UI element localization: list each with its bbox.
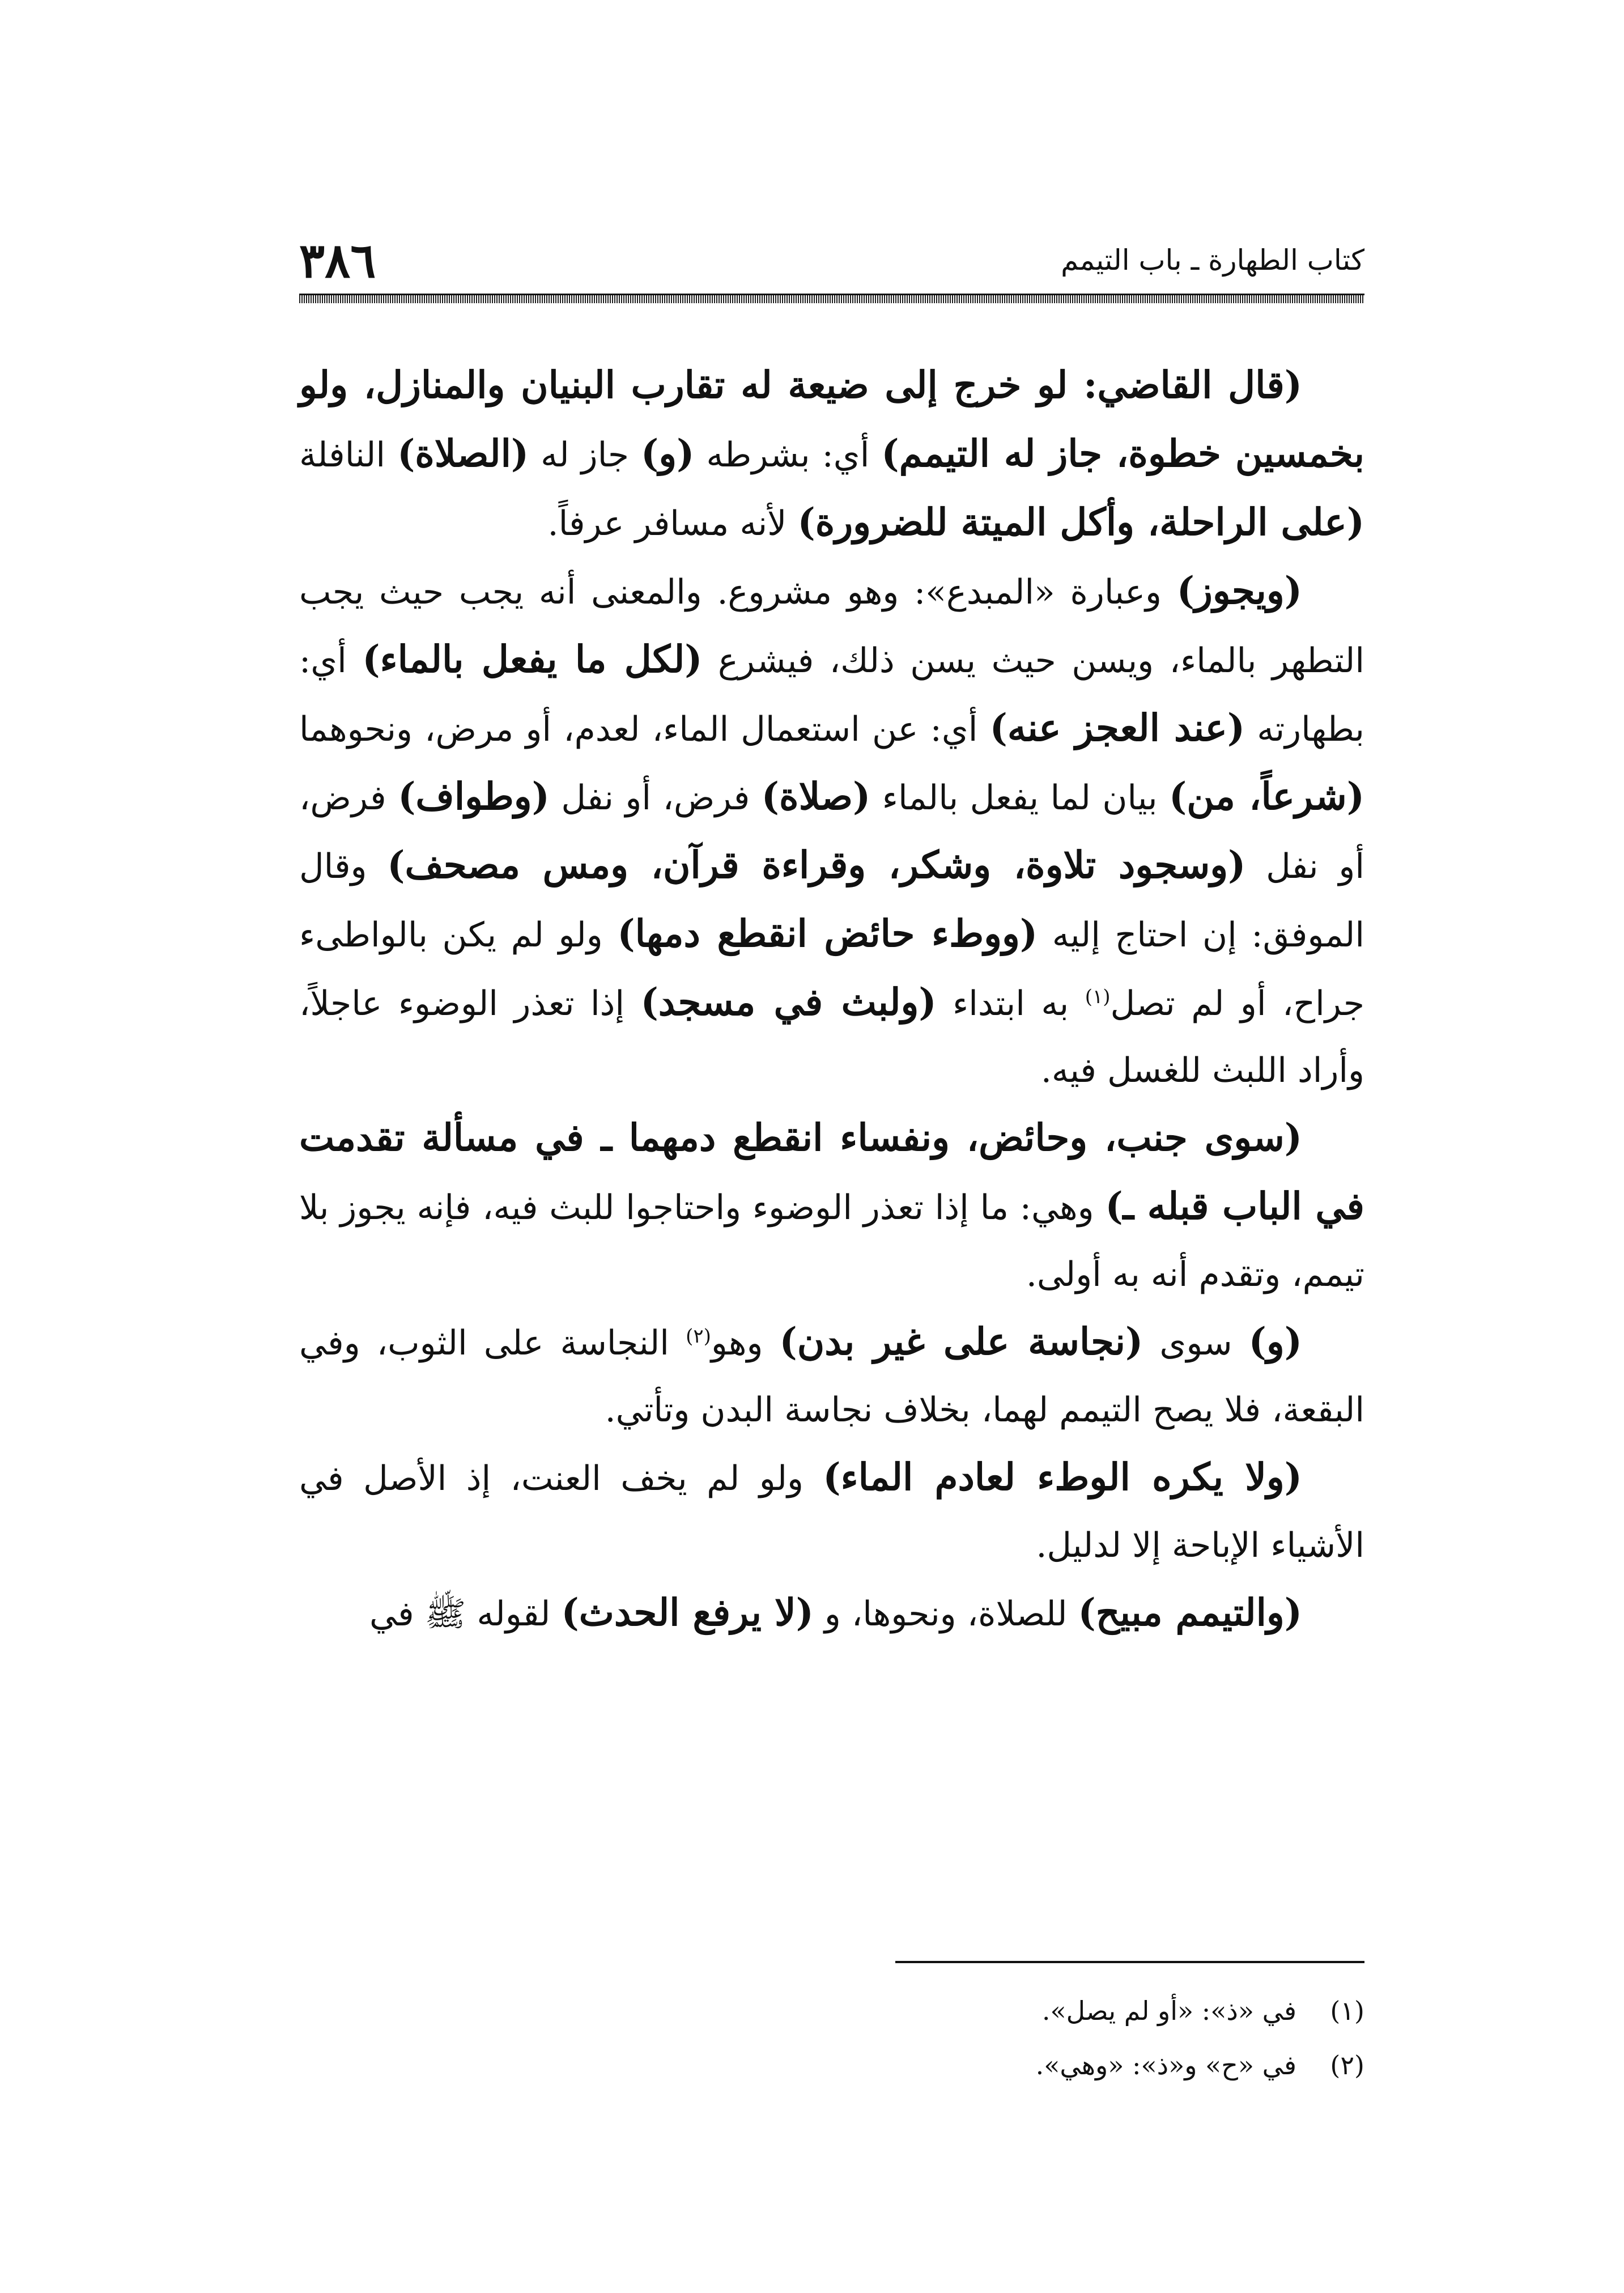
matn-text: (قال القاضي: لو خرج إلى ضيعة له تقارب البنيان والمنازل، ولو بخمسين خطوة، جاز له التيمم) (299, 363, 1364, 475)
paragraph (299, 1104, 1364, 1308)
matn-text: (وسجود تلاوة، وشكر، وقراءة قرآن، ومس مصحف) (387, 843, 1246, 887)
matn-text: (و) (1248, 1319, 1302, 1364)
matn-text: (و) (640, 431, 695, 475)
footnote-marker: (١) (1085, 986, 1111, 1008)
footnote-text: في «ذ»: «أو لم يصل». (1041, 1995, 1296, 2026)
sharh-text: النجاسة على الثوب، وفي البقعة، فلا يصح التيمم لهما، بخلاف نجاسة البدن وتأتي. (299, 1323, 1364, 1430)
page-header (299, 232, 1364, 289)
matn-text: (على الراحلة، وأكل الميتة للضرورة) (797, 500, 1364, 544)
sharh-text: أي: عن استعمال الماء، لعدم، أو مرض، ونحوهما (299, 710, 990, 749)
sharh-text: أي: بشرطه (694, 435, 882, 475)
sharh-text: لقوله ﷺ في (369, 1594, 562, 1634)
matn-text: (ولا يكره الوطء لعادم الماء) (823, 1455, 1302, 1499)
footnote-number: (١) (1330, 1995, 1364, 2026)
matn-text: (عند العجز عنه) (989, 706, 1245, 750)
sharh-text: فرض، أو نفل (549, 778, 762, 818)
sharh-text: به ابتداء (936, 984, 1085, 1024)
paragraph (299, 1579, 1364, 1647)
paragraph (299, 557, 1364, 1104)
matn-text: (الصلاة) (397, 431, 529, 475)
footnotes (299, 1984, 1364, 2092)
sharh-text: جاز له (529, 435, 641, 475)
matn-text: (شرعاً، من) (1169, 774, 1364, 818)
footnote-marker: (٢) (686, 1325, 711, 1348)
footnote (299, 2038, 1364, 2092)
matn-text: (سوى جنب، وحائض، ونفساء انقطع دمهما ـ في مسألة تقدمت في الباب قبله ـ) (299, 1115, 1364, 1228)
matn-text: (لكل ما يفعل بالماء) (362, 637, 703, 681)
sharh-text: إذا تعذر الوضوء عاجلاً، وأراد اللبث للغسل فيه. (299, 984, 1364, 1090)
footnote-text: في «ح» و«ذ»: «وهي». (1035, 2050, 1296, 2080)
sharh-text: سوى (1143, 1323, 1249, 1363)
sharh-text: وقال الموفق: إن احتاج إليه (299, 847, 1364, 955)
matn-text: (صلاة) (761, 774, 871, 818)
footnote-number: (٢) (1330, 2050, 1364, 2080)
sharh-text: ولو لم يكن بالواطىء جراح، أو لم تصل (299, 915, 1364, 1024)
sharh-text: وعبارة «المبدع»: وهو مشروع. والمعنى أنه يجب حيث يجب التطهر بالماء، ويسن حيث يسن ذلك، فيشرع (299, 572, 1365, 681)
header-divider (299, 294, 1364, 303)
main-text (299, 351, 1364, 1647)
sharh-text: فرض، أو نفل (299, 778, 1364, 886)
sharh-text: وهي: ما إذا تعذر الوضوء واحتاجوا للبث فيه، فإنه يجوز بلا تيمم، وتقدم أنه به أولى. (299, 1188, 1364, 1294)
matn-text: (والتيمم مبيح) (1078, 1590, 1302, 1634)
sharh-text: ولو لم يخف العنت، إذ الأصل في الأشياء الإباحة إلا لدليل. (299, 1459, 1364, 1565)
sharh-text: للصلاة، ونحوها، و (813, 1594, 1078, 1634)
sharh-text: النافلة (299, 435, 398, 475)
paragraph (299, 351, 1364, 557)
section-title: كتاب الطهارة ـ باب التيمم (1061, 244, 1364, 277)
matn-text: (لا يرفع الحدث) (561, 1590, 814, 1634)
matn-text: (ولبث في مسجد) (640, 980, 937, 1024)
matn-text: (ويجوز) (1176, 568, 1302, 613)
paragraph (299, 1308, 1364, 1443)
page-number: ٣٨٦ (299, 232, 376, 288)
sharh-text: بيان لما يفعل بالماء (870, 778, 1170, 818)
matn-text: (وطواف) (398, 774, 550, 818)
paragraph (299, 1443, 1364, 1579)
sharh-text: لأنه مسافر عرفاً. (547, 504, 798, 543)
matn-text: (نجاسة على غير بدن) (779, 1319, 1143, 1364)
matn-text: (ووطء حائض انقطع دمها) (617, 911, 1038, 956)
footnote (299, 1984, 1364, 2038)
sharh-text: وهو (711, 1323, 780, 1363)
sharh-text: أي: بطهارته (299, 641, 1364, 749)
footnote-divider (895, 1961, 1364, 1963)
